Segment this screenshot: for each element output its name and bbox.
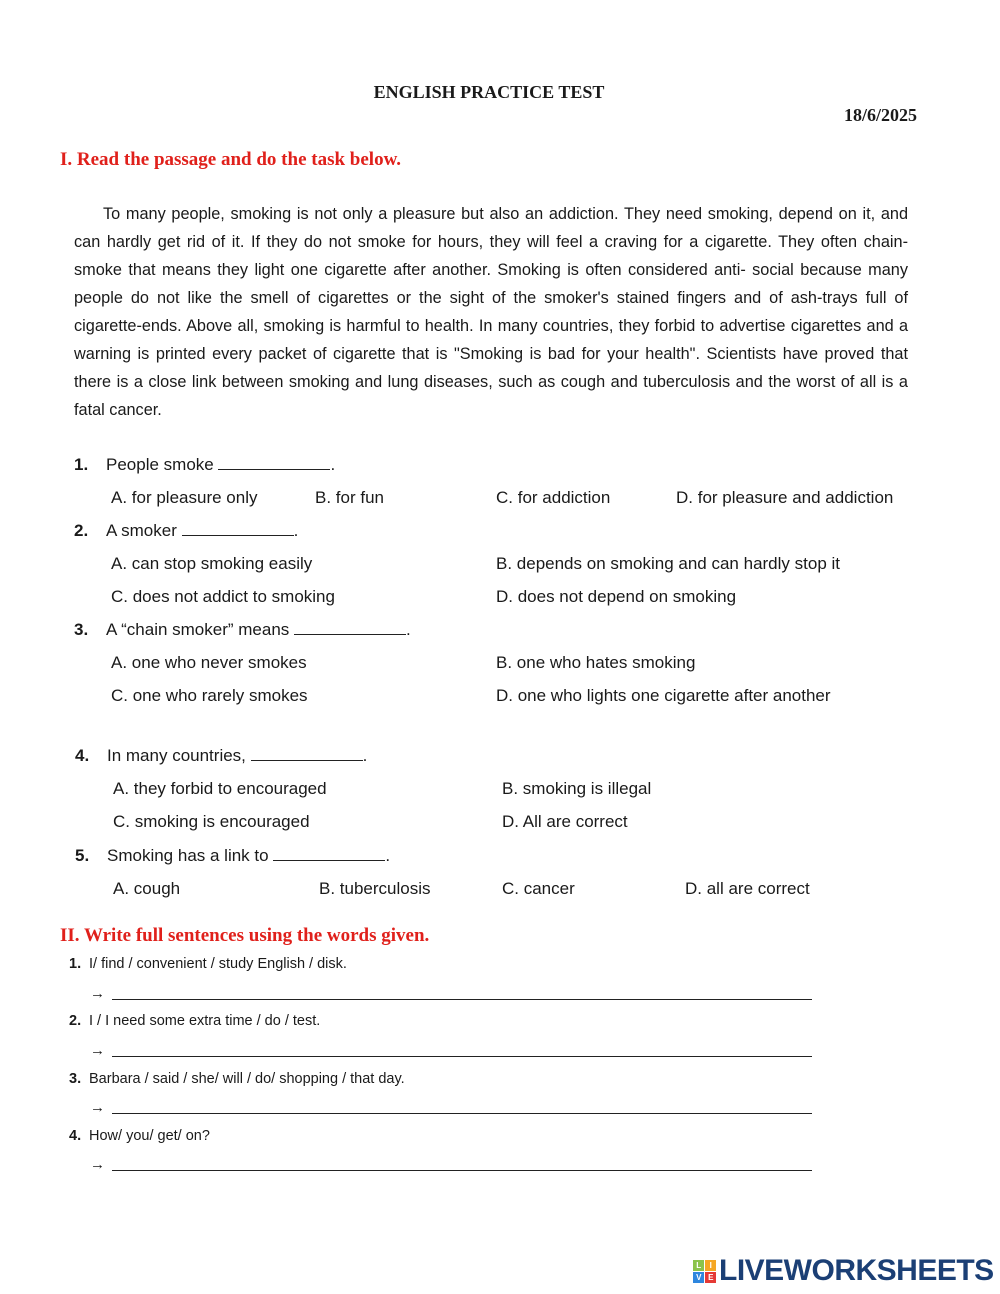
answer-line-2[interactable] [112, 1056, 812, 1057]
item-prompt: Barbara / said / she/ will / do/ shopping / that day. [89, 1071, 405, 1087]
question-2 [74, 521, 298, 541]
arrow-icon: → [90, 1156, 105, 1173]
logo-text: LIVEWORKSHEETS [719, 1254, 994, 1287]
passage-line: To many people, smoking is not only a pleasure but also an addiction. They need smoking, depend on it, and [103, 205, 908, 223]
answer-blank[interactable] [294, 620, 406, 635]
logo-letter: E [705, 1272, 716, 1283]
option-c[interactable]: C. cancer [502, 879, 575, 898]
question-number: 2. [74, 521, 89, 540]
answer-line-4[interactable] [112, 1170, 812, 1171]
option-a[interactable]: A. can stop smoking easily [111, 554, 313, 573]
arrow-icon: → [90, 1099, 105, 1116]
passage-line: that means they light one cigarette after another. Smoking is often considered anti- social because many people [74, 261, 908, 307]
question-stem: In many countries, [107, 746, 246, 765]
logo-icon [693, 1260, 716, 1283]
arrow-icon: → [90, 1042, 105, 1059]
page-title: ENGLISH PRACTICE TEST [373, 82, 605, 102]
answer-blank[interactable] [182, 521, 294, 536]
liveworksheets-logo [693, 1254, 994, 1288]
passage-line: printed every packet of cigarette that is "Smoking is bad for your health". Scientists have proved that there is a close [74, 345, 908, 391]
option-b[interactable]: B. tuberculosis [319, 879, 431, 898]
section1-heading: I. Read the passage and do the task below. [60, 149, 401, 170]
sentence-item-1 [69, 956, 347, 972]
question-4 [75, 746, 367, 766]
option-b[interactable]: B. one who hates smoking [496, 653, 696, 672]
option-d[interactable]: D. for pleasure and addiction [676, 488, 894, 507]
option-a[interactable]: A. they forbid to encouraged [113, 779, 327, 798]
question-3 [74, 620, 411, 640]
question-stem: A smoker [106, 521, 177, 540]
logo-letter: I [705, 1260, 716, 1271]
passage [74, 200, 908, 424]
section2-heading: II. Write full sentences using the words given. [60, 925, 430, 946]
answer-line-1[interactable] [112, 999, 812, 1000]
question-stem: Smoking has a link to [107, 846, 269, 865]
option-a[interactable]: A. for pleasure only [111, 488, 258, 507]
option-d[interactable]: D. does not depend on smoking [496, 587, 737, 606]
question-number: 1. [74, 455, 89, 474]
question-number: 3. [74, 620, 89, 639]
punct: . [293, 521, 299, 540]
punct: . [330, 455, 336, 474]
option-b[interactable]: B. depends on smoking and can hardly stop it [496, 554, 840, 573]
sentence-item-4 [69, 1128, 210, 1144]
option-c[interactable]: C. for addiction [496, 488, 611, 507]
answer-line-3[interactable] [112, 1113, 812, 1114]
item-number: 1. [69, 956, 82, 972]
passage-line: Above all, smoking is harmful to health. In many countries, they forbid to advertise cigarettes and a warning is [74, 317, 909, 363]
date: 18/6/2025 [843, 105, 917, 125]
question-number: 5. [75, 846, 90, 865]
question-stem: People smoke [106, 455, 214, 474]
item-number: 3. [69, 1071, 82, 1087]
item-number: 4. [69, 1128, 82, 1144]
logo-letter: L [693, 1260, 704, 1271]
passage-line: do not like the smell of cigarettes or the sight of the smoker's stained fingers and of ash-trays full of cigarette-ends. [74, 289, 908, 335]
item-number: 2. [69, 1013, 82, 1029]
punct: . [362, 746, 368, 765]
option-b[interactable]: B. smoking is illegal [502, 779, 652, 798]
answer-blank[interactable] [218, 455, 330, 470]
sentence-item-3 [69, 1071, 405, 1087]
item-prompt: How/ you/ get/ on? [89, 1128, 210, 1144]
question-number: 4. [75, 746, 90, 765]
question-1 [74, 455, 335, 475]
question-stem: A “chain smoker” means [106, 620, 290, 639]
option-c[interactable]: C. smoking is encouraged [113, 812, 310, 831]
option-d[interactable]: D. all are correct [685, 879, 810, 898]
logo-letter: V [693, 1272, 704, 1283]
punct: . [385, 846, 391, 865]
option-a[interactable]: A. cough [113, 879, 181, 898]
passage-line: link between smoking and lung diseases, such as cough and tuberculosis and the worst of all is a fatal cancer. [74, 373, 908, 419]
punct: . [406, 620, 411, 639]
option-d[interactable]: D. one who lights one cigarette after another [496, 686, 831, 705]
option-b[interactable]: B. for fun [315, 488, 384, 507]
option-c[interactable]: C. one who rarely smokes [111, 686, 308, 705]
passage-line: can hardly get rid of it. If they do not smoke for hours, they will feel a craving for a cigarette. They often chain-smoke [74, 233, 908, 279]
option-a[interactable]: A. one who never smokes [111, 653, 307, 672]
sentence-item-2 [69, 1013, 320, 1029]
option-c[interactable]: C. does not addict to smoking [111, 587, 335, 606]
item-prompt: I/ find / convenient / study English / disk. [89, 956, 347, 972]
question-5 [75, 846, 390, 866]
arrow-icon: → [90, 985, 105, 1002]
answer-blank[interactable] [251, 746, 363, 761]
option-d[interactable]: D. All are correct [502, 812, 628, 831]
item-prompt: I / I need some extra time / do / test. [89, 1013, 321, 1029]
answer-blank[interactable] [273, 846, 385, 861]
